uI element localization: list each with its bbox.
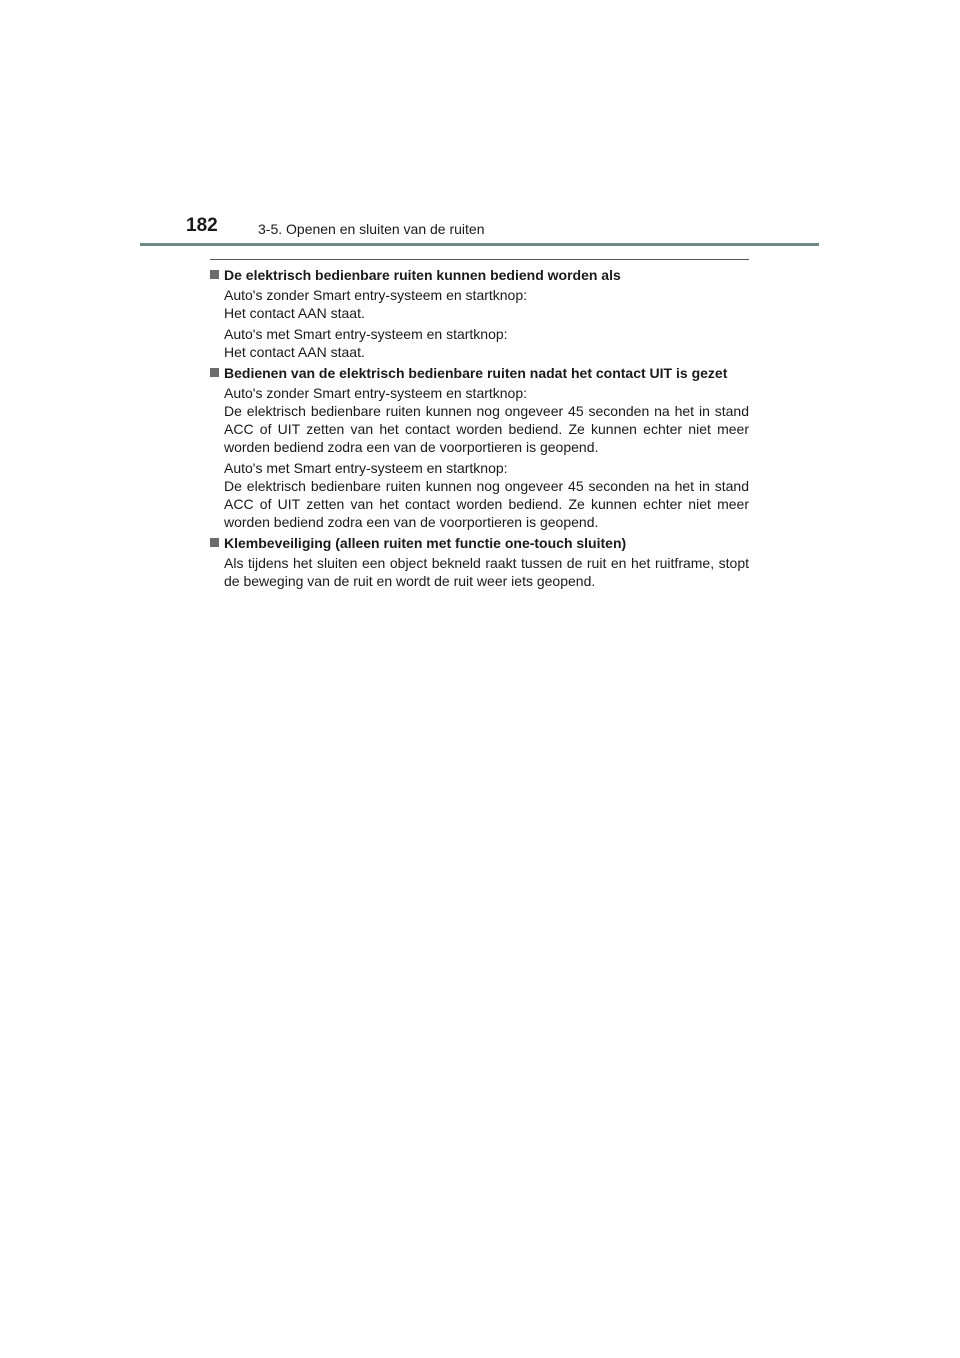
paragraph-line: De elektrisch bedienbare ruiten kunnen nog ongeveer 45 seconden na het in stand ACC of UIT zetten van het contact worden bediend. Ze kunnen echter niet meer worden bediend zodra een van de voorportieren is geopend. [224,478,749,530]
square-bullet-icon [210,538,219,547]
section-after-ignition-off [210,364,749,531]
paragraph-line: De elektrisch bedienbare ruiten kunnen nog ongeveer 45 seconden na het in stand ACC of UIT zetten van het contact worden bediend. Ze kunnen echter niet meer worden bediend zodra een van de voorportieren is geopend. [224,403,749,455]
paragraph-line: Auto's zonder Smart entry-systeem en startknop: [224,287,528,303]
paragraph-line: Het contact AAN staat. [224,305,365,321]
section-heading-text: Klembeveiliging (alleen ruiten met functie one-touch sluiten) [224,535,627,551]
section-heading-text: Bedienen van de elektrisch bedienbare ruiten nadat het contact UIT is gezet [224,365,728,381]
section-jam-protection [210,534,749,590]
section-heading [210,364,749,382]
paragraph [210,325,749,361]
square-bullet-icon [210,270,219,279]
paragraph [210,459,749,531]
header-rule [140,243,819,246]
section-operating-conditions [210,266,749,361]
paragraph-line: Als tijdens het sluiten een object bekneld raakt tussen de ruit en het ruitframe, stopt de beweging van de ruit en wordt de ruit weer iets geopend. [224,555,749,589]
paragraph [210,384,749,456]
paragraph-line: Het contact AAN staat. [224,344,365,360]
section-divider [210,259,749,260]
square-bullet-icon [210,368,219,377]
content-area [210,266,749,593]
paragraph [210,286,749,322]
section-heading-text: De elektrisch bedienbare ruiten kunnen bediend worden als [224,267,621,283]
paragraph-line: Auto's met Smart entry-systeem en startknop: [224,460,508,476]
paragraph-line: Auto's met Smart entry-systeem en startknop: [224,326,508,342]
paragraph [210,554,749,590]
chapter-title: 3-5. Openen en sluiten van de ruiten [258,221,485,237]
section-heading [210,534,749,552]
section-heading [210,266,749,284]
paragraph-line: Auto's zonder Smart entry-systeem en startknop: [224,385,528,401]
page-number: 182 [186,215,218,236]
